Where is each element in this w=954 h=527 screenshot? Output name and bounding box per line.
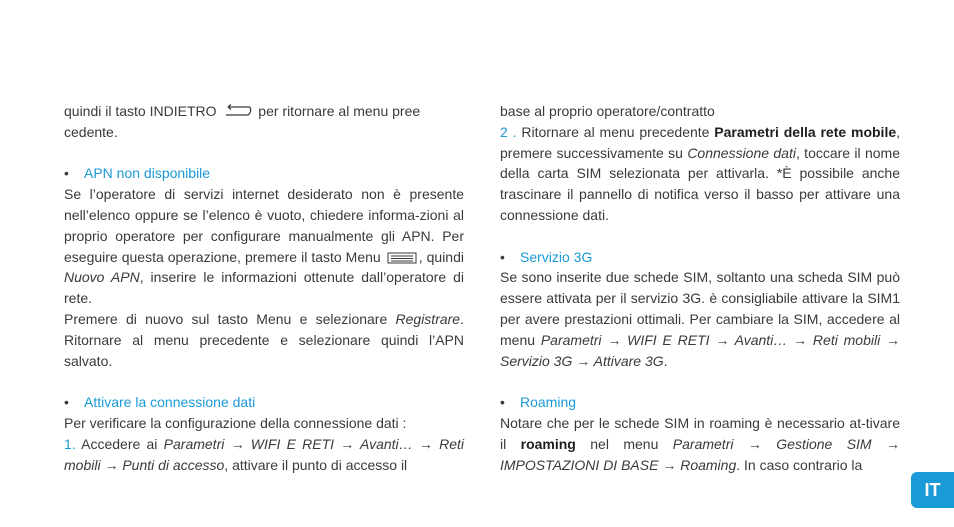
3g-path: Parametri → WIFI E RETI → Avanti… → Reti mobili → Servizio 3G → Attivare 3G [500,331,900,369]
data-heading-text: Attivare la connessione dati [84,394,256,411]
data-heading [64,392,464,413]
roaming-bold: roaming [520,435,576,452]
step2-text-b: , premere successivamente su [500,123,901,161]
roaming-heading [500,392,900,413]
apn-paragraph-2 [64,309,464,371]
apn-heading [64,163,464,184]
3g-heading [500,247,900,268]
apn-text-1: Se l’operatore di servizi internet desiderato non è presente nell’elenco oppure se l’elenco è vuoto, chiedere informa-zioni al proprio operatore per configurare manualmente gli APN. Per eseguire questa operazione, premere il tasto Menu [64,186,464,265]
intro-paragraph [64,101,464,143]
bullet: • [500,248,505,265]
apn-text-2b: . Ritornare al menu precedente e selezionare quindi l’APN salvato. [64,310,464,369]
intro-text-a: quindi il tasto INDIETRO [64,103,217,119]
apn-text-1b: , quindi [418,248,464,265]
data-text-1: Per verificare la configurazione della connessione dati : [64,414,407,431]
intro-text-c: cedente. [64,123,118,140]
roaming-paragraph [500,413,900,475]
3g-paragraph [500,267,900,371]
roaming-path: Parametri → Gestione SIM → IMPOSTAZIONI DI BASE → Roaming [500,435,900,473]
apn-text-1c: , inserire le informazioni ottenute dall’operatore di rete. [64,269,464,307]
apn-paragraph [64,184,464,309]
continuation [500,101,900,122]
data-step-text-b: , attivare il punto di accesso il [224,456,408,473]
step2-text-a: Ritornare al menu precedente [516,123,715,140]
step2-text-c: , toccare il nome della carta SIM selezionata per attivarla. *È possibile anche trascinare il pannello di notifica verso il basso per attivare una connessione dati. [500,144,901,223]
back-arrow-icon [222,104,252,118]
3g-end: . [663,352,668,369]
left-column [64,101,464,475]
bullet: • [64,165,69,182]
apn-heading-text: APN non disponibile [84,165,211,182]
apn-registrare: Registrare [395,310,461,327]
data-step-text-a: Accedere ai [75,435,164,452]
step2-italic: Connessione dati [687,144,796,161]
bullet: • [64,394,69,411]
roaming-text-b: nel menu [575,435,673,452]
bullet: • [500,394,505,411]
menu-icon [387,252,417,264]
roaming-text-a: Notare che per le schede SIM in roaming è necessario at-tivare il [500,414,900,452]
data-step-path: Parametri → WIFI E RETI → Avanti… → Reti mobili → Punti di accesso [64,435,465,473]
data-paragraph [64,413,464,434]
apn-text-2a: Premere di nuovo sul tasto Menu e selezionare [64,310,396,327]
right-column [500,101,900,475]
intro-text-b: per ritornare al menu pree [254,103,421,119]
step-2 [500,122,900,226]
roaming-heading-text: Roaming [520,394,577,411]
step-number: 1. [64,435,76,452]
3g-heading-text: Servizio 3G [520,248,593,265]
step2-bold: Parametri della rete mobile [714,123,897,140]
continuation-text: base al proprio operatore/contratto [500,103,715,119]
apn-new-apn: Nuovo APN [64,269,140,286]
roaming-text-c: . In caso contrario la [736,456,863,473]
3g-text: Se sono inserite due schede SIM, soltanto una scheda SIM può essere attivata per il servizio 3G. è consigliabile attivare la SIM1 per avere prestazioni ottimali. Per cambiare la SIM, accedere al menu [500,269,900,348]
language-badge: IT [911,472,954,508]
data-step-1 [64,434,464,476]
step-number: 2 . [500,123,517,140]
